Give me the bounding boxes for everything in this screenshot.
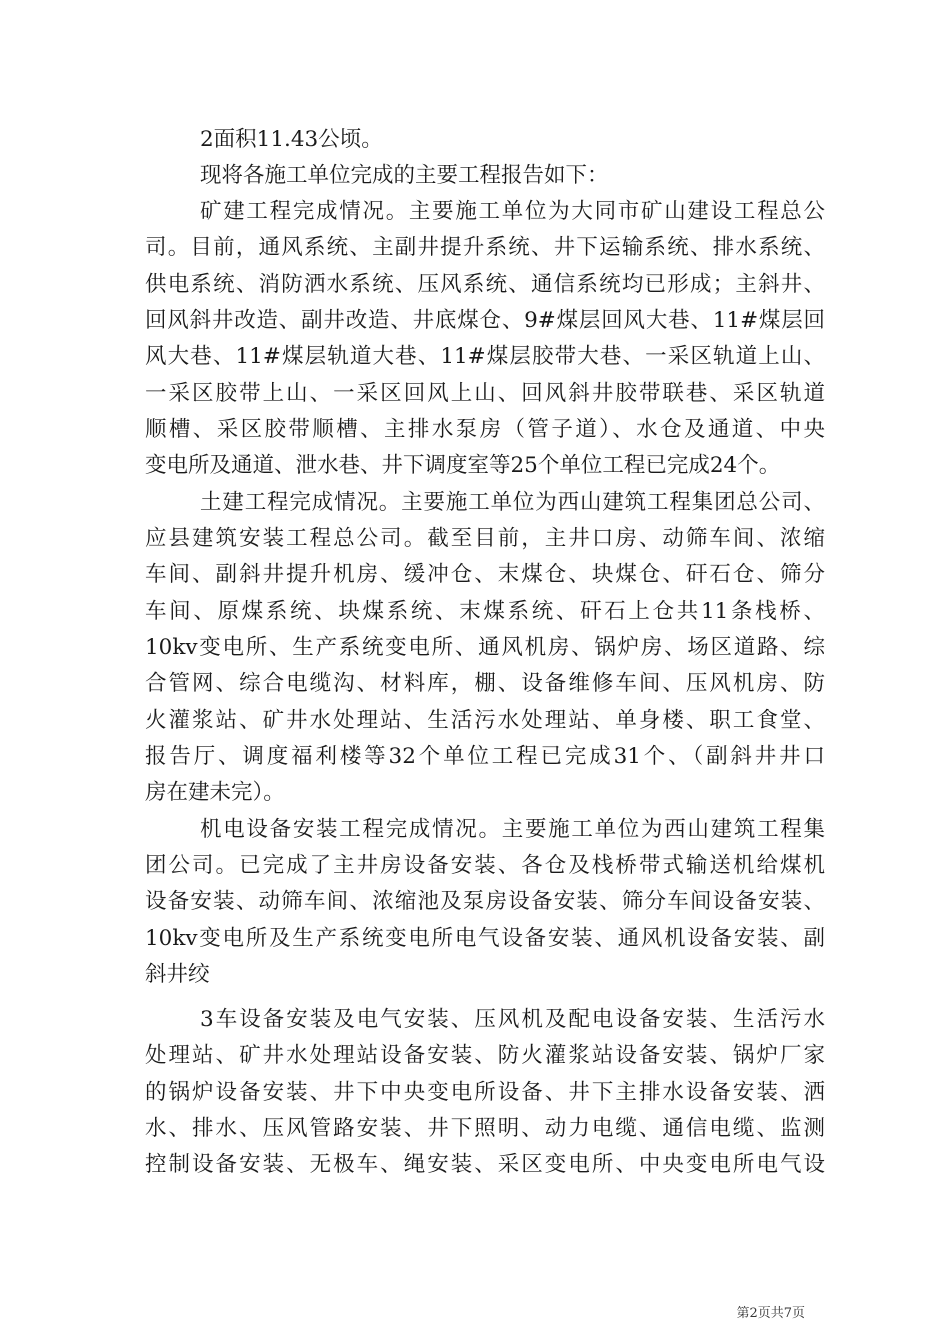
paragraph-line: 土建工程完成情况。主要施工单位为西山建筑工程集团总公司、: [200, 490, 825, 515]
paragraph-line: 火灌浆站、矿井水处理站、生活污水处理站、单身楼、职工食堂、: [145, 708, 825, 733]
paragraph-line: 3车设备安装及电气安装、压风机及配电设备安装、生活污水: [200, 1007, 825, 1032]
paragraph-line: 斜井绞: [145, 962, 210, 987]
paragraph-line: 报告厅、调度福利楼等32个单位工程已完成31个、（副斜井井口: [145, 744, 825, 769]
page-number: 第2页共7页: [736, 1306, 805, 1321]
paragraph-line: 处理站、矿井水处理站设备安装、防火灌浆站设备安装、锅炉厂家: [145, 1043, 825, 1068]
paragraph-line: 变电所及通道、泄水巷、井下调度室等25个单位工程已完成24个。: [145, 453, 781, 478]
paragraph-line: 合管网、综合电缆沟、材料库，棚、设备维修车间、压风机房、防: [145, 671, 825, 696]
paragraph-line: 房在建未完）。: [145, 780, 285, 805]
paragraph-line: 一采区胶带上山、一采区回风上山、回风斜井胶带联巷、采区轨道: [145, 381, 825, 406]
paragraph-line: 司。目前，通风系统、主副井提升系统、井下运输系统、排水系统、: [145, 235, 825, 260]
text-line: 现将各施工单位完成的主要工程报告如下：: [200, 163, 609, 188]
paragraph-line: 控制设备安装、无极车、绳安装、采区变电所、中央变电所电气设: [145, 1152, 825, 1177]
paragraph-line: 应县建筑安装工程总公司。截至目前，主井口房、动筛车间、浓缩: [145, 526, 825, 551]
text-line: 2面积11.43公顷。: [200, 127, 383, 152]
paragraph-line: 水、排水、压风管路安装、井下照明、动力电缆、通信电缆、监测: [145, 1116, 825, 1141]
paragraph-line: 设备安装、动筛车间、浓缩池及泵房设备安装、筛分车间设备安装、: [145, 889, 825, 914]
paragraph-line: 机电设备安装工程完成情况。主要施工单位为西山建筑工程集: [200, 817, 825, 842]
paragraph-line: 的锅炉设备安装、井下中央变电所设备、井下主排水设备安装、洒: [145, 1080, 825, 1105]
paragraph-line: 供电系统、消防洒水系统、压风系统、通信系统均已形成；主斜井、: [145, 272, 825, 297]
paragraph-line: 风大巷、11#煤层轨道大巷、11#煤层胶带大巷、一采区轨道上山、: [145, 344, 825, 369]
paragraph-line: 车间、原煤系统、块煤系统、末煤系统、矸石上仓共11条栈桥、: [145, 599, 825, 624]
paragraph-line: 回风斜井改造、副井改造、井底煤仓、9#煤层回风大巷、11#煤层回: [145, 308, 825, 333]
paragraph-line: 10kv变电所、生产系统变电所、通风机房、锅炉房、场区道路、综: [145, 635, 825, 660]
paragraph-line: 团公司。已完成了主井房设备安装、各仓及栈桥带式输送机给煤机: [145, 853, 825, 878]
paragraph-line: 矿建工程完成情况。主要施工单位为大同市矿山建设工程总公: [200, 199, 825, 224]
paragraph-line: 顺槽、采区胶带顺槽、主排水泵房（管子道）、水仓及通道、中央: [145, 417, 825, 442]
paragraph-line: 10kv变电所及生产系统变电所电气设备安装、通风机设备安装、副: [145, 926, 825, 951]
paragraph-line: 车间、副斜井提升机房、缓冲仓、末煤仓、块煤仓、矸石仓、筛分: [145, 562, 825, 587]
